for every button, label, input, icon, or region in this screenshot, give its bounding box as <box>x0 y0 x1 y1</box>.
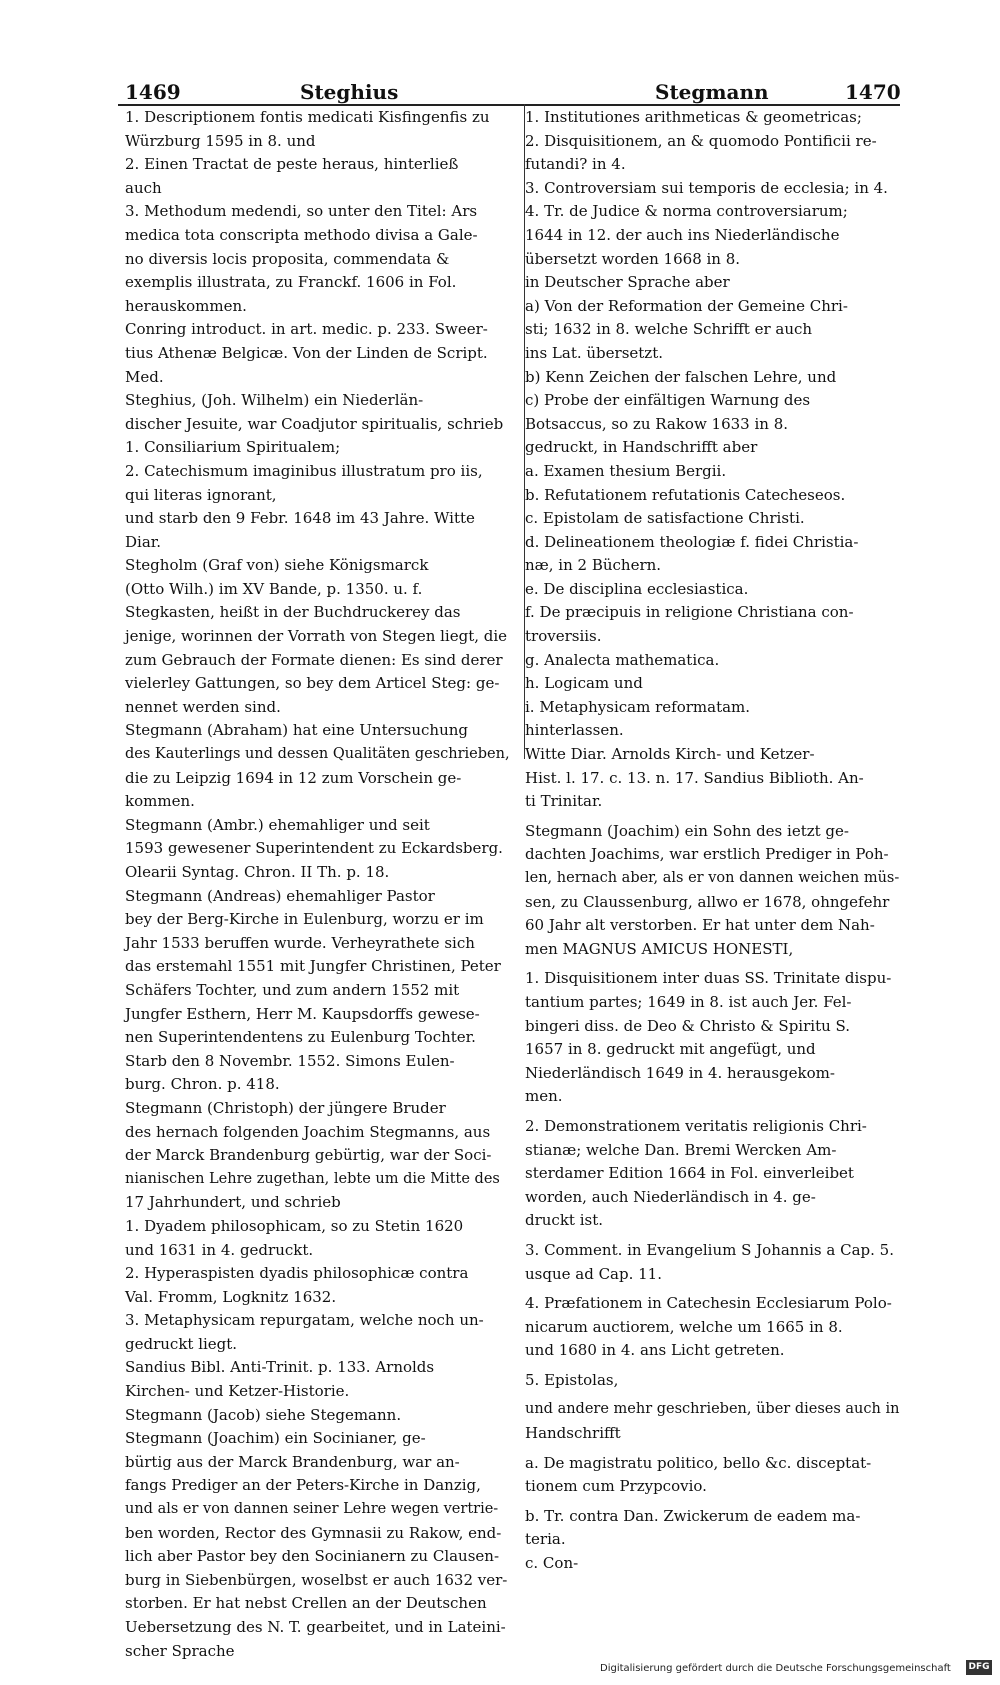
text-line: qui literas ignorant, <box>125 485 277 504</box>
text-line: c) Probe der einfältigen Warnung des <box>525 391 811 410</box>
text-line: des hernach folgenden Joachim Stegmanns, aus <box>125 1122 491 1141</box>
text-line: 4. Præfationem in Catechesin Ecclesiarum Polo- <box>525 1294 892 1313</box>
text-line: sti; 1632 in 8. welche Schrifft er auch <box>525 320 813 339</box>
text-line: Niederländisch 1649 in 4. herausgekom- <box>525 1063 835 1082</box>
text-line: tius Athenæ Belgicæ. Von der Linden de Script. <box>125 343 488 362</box>
text-line: tionem cum Przypcovio. <box>525 1477 707 1496</box>
text-line: und starb den 9 Febr. 1648 im 43 Jahre. Witte <box>125 509 475 528</box>
text-line: bingeri diss. de Deo & Christo & Spiritu S. <box>525 1016 851 1035</box>
text-line: Botsaccus, so zu Rakow 1633 in 8. <box>525 414 789 433</box>
text-line: nicarum auctiorem, welche um 1665 in 8. <box>525 1317 843 1336</box>
text-line: næ, in 2 Büchern. <box>525 556 662 575</box>
text-line: Hist. l. 17. c. 13. n. 17. Sandius Biblioth. An- <box>525 768 864 787</box>
text-line: nen Superintendentens zu Eulenburg Tochter. <box>125 1028 476 1047</box>
running-title-left: Steghius <box>300 80 399 104</box>
text-line: f. De præcipuis in religione Christiana con- <box>525 603 854 622</box>
text-line: no diversis locis proposita, commendata & <box>125 249 450 268</box>
text-line: 3. Metaphysicam repurgatam, welche noch un- <box>125 1311 484 1330</box>
text-line: hinterlassen. <box>525 721 624 740</box>
text-line: herauskommen. <box>125 296 247 315</box>
text-line: und andere mehr geschrieben, über dieses auch in <box>525 1401 900 1418</box>
text-line: gedruckt liegt. <box>125 1334 238 1353</box>
digitization-credit: Digitalisierung gefördert durch die Deutsche Forschungsgemeinschaft <box>600 1663 951 1674</box>
text-line: discher Jesuite, war Coadjutor spiritualis, schrieb <box>125 414 504 433</box>
text-line: 1593 gewesener Superintendent zu Eckardsberg. <box>125 839 503 858</box>
text-line: lich aber Pastor bey den Socinianern zu Clausen- <box>125 1547 500 1566</box>
text-line: storben. Er hat nebst Crellen an der Deutschen <box>125 1594 487 1613</box>
text-line: die zu Leipzig 1694 in 12 zum Vorschein ge- <box>125 768 462 787</box>
text-line: Schäfers Tochter, und zum andern 1552 mit <box>125 980 460 999</box>
text-line: 2. Disquisitionem, an & quomodo Pontificii re- <box>525 131 877 150</box>
text-line: Witte Diar. Arnolds Kirch- und Ketzer- <box>525 745 815 764</box>
text-line: Stegmann (Jacob) siehe Stegemann. <box>125 1405 402 1424</box>
text-line: ti Trinitar. <box>525 792 603 811</box>
page-number-right: 1470 <box>845 80 901 104</box>
text-line: 2. Demonstrationem veritatis religionis Chri- <box>525 1116 867 1135</box>
text-line: fangs Prediger an der Peters-Kirche in Danzig, <box>125 1476 481 1495</box>
text-line: in Deutscher Sprache aber <box>525 273 730 292</box>
text-line: kommen. <box>125 792 195 811</box>
text-line: dachten Joachims, war erstlich Prediger in Poh- <box>525 845 889 864</box>
page-number-left: 1469 <box>125 80 181 104</box>
text-line: 1. Dyadem philosophicam, so zu Stetin 1620 <box>125 1216 464 1235</box>
text-line: bey der Berg-Kirche in Eulenburg, worzu er im <box>125 910 484 929</box>
text-line: Olearii Syntag. Chron. II Th. p. 18. <box>125 863 390 881</box>
text-line: burg. Chron. p. 418. <box>125 1075 280 1094</box>
text-line: Stegmann (Joachim) ein Socinianer, ge- <box>125 1429 426 1448</box>
text-line: Med. <box>125 367 164 386</box>
text-line: Starb den 8 Novembr. 1552. Simons Eulen- <box>125 1051 455 1070</box>
running-title-right: Stegmann <box>655 80 769 104</box>
text-line: 1657 in 8. gedruckt mit angefügt, und <box>525 1040 816 1059</box>
text-line: Stegholm (Graf von) siehe Königsmarck <box>125 556 429 575</box>
text-line: 1644 in 12. der auch ins Niederländische <box>525 225 840 244</box>
text-line: ins Lat. übersetzt. <box>525 343 664 362</box>
text-line: Stegmann (Joachim) ein Sohn des ietzt ge- <box>525 821 849 840</box>
text-line: Jungfer Esthern, Herr M. Kaupsdorffs gewese- <box>125 1004 480 1023</box>
text-line: Stegmann (Christoph) der jüngere Bruder <box>125 1098 446 1117</box>
text-line: 2. Einen Tractat de peste heraus, hinterließ <box>125 155 459 174</box>
text-line: 17 Jahrhundert, und schrieb <box>125 1193 341 1212</box>
text-line: 1. Consiliarium Spiritualem; <box>125 438 341 457</box>
text-line: und 1680 in 4. ans Licht getreten. <box>525 1341 785 1360</box>
text-line: futandi? in 4. <box>525 155 626 174</box>
text-line: h. Logicam und <box>525 674 643 693</box>
text-line: Stegmann (Ambr.) ehemahliger und seit <box>125 815 430 834</box>
text-line: Jahr 1533 beruffen wurde. Verheyrathete sich <box>125 933 475 952</box>
text-line: exemplis illustrata, zu Franckf. 1606 in Fol. <box>125 273 457 292</box>
text-line: medica tota conscripta methodo divisa a Gale- <box>125 225 478 244</box>
text-line: Stegkasten, heißt in der Buchdruckerey das <box>125 603 461 622</box>
text-line: vielerley Gattungen, so bey dem Articel Steg: ge- <box>125 674 500 693</box>
text-line: burg in Siebenbürgen, woselbst er auch 1632 ver- <box>125 1570 508 1589</box>
text-line: usque ad Cap. 11. <box>525 1264 662 1283</box>
text-line: d. Delineationem theologiæ f. fidei Christia- <box>525 532 859 551</box>
text-line: 3. Methodum medendi, so unter den Titel: Ars <box>125 202 478 221</box>
text-line: Uebersetzung des N. T. gearbeitet, und in Lateini- <box>125 1618 506 1636</box>
text-line: Würzburg 1595 in 8. und <box>125 131 316 150</box>
text-line: c. Con- <box>525 1554 579 1573</box>
text-line: und als er von dannen seiner Lehre wegen vertrie- <box>125 1501 499 1518</box>
text-line: jenige, worinnen der Vorrath von Stegen liegt, die <box>125 627 508 646</box>
text-line: Sandius Bibl. Anti-Trinit. p. 133. Arnolds <box>125 1358 435 1377</box>
text-line: men MAGNUS AMICUS HONESTI, <box>525 939 794 958</box>
dfg-logo: DFG <box>966 1660 992 1675</box>
text-line: worden, auch Niederländisch in 4. ge- <box>525 1187 816 1206</box>
text-line: 1. Institutiones arithmeticas & geometricas; <box>525 108 862 126</box>
text-line: nianischen Lehre zugethan, lebte um die Mitte des <box>125 1170 500 1187</box>
text-line: scher Sprache <box>125 1641 235 1660</box>
text-line: druckt ist. <box>525 1211 604 1230</box>
text-line: stianæ; welche Dan. Bremi Wercken Am- <box>525 1140 837 1159</box>
text-line: troversiis. <box>525 627 602 646</box>
text-line: a) Von der Reformation der Gemeine Chri- <box>525 296 848 315</box>
text-line: Steghius, (Joh. Wilhelm) ein Niederlän- <box>125 391 424 410</box>
text-line: i. Metaphysicam reformatam. <box>525 697 751 716</box>
text-line: a. Examen thesium Bergii. <box>525 461 727 480</box>
text-line: len, hernach aber, als er von dannen weichen müs- <box>525 870 900 886</box>
text-line: 1. Descriptionem fontis medicati Kisfingenfis zu <box>125 108 490 126</box>
text-line: auch <box>125 178 162 197</box>
text-line: 60 Jahr alt verstorben. Er hat unter dem Nah- <box>525 916 875 935</box>
text-line: b) Kenn Zeichen der falschen Lehre, und <box>525 367 837 386</box>
text-line: Stegmann (Andreas) ehemahliger Pastor <box>125 886 435 905</box>
text-line: b. Refutationem refutationis Catecheseos. <box>525 485 846 504</box>
text-line: sterdamer Edition 1664 in Fol. einverleibet <box>525 1164 854 1183</box>
text-line: bürtig aus der Marck Brandenburg, war an- <box>125 1452 460 1471</box>
text-line: b. Tr. contra Dan. Zwickerum de eadem ma- <box>525 1506 861 1525</box>
text-line: 3. Controversiam sui temporis de ecclesia; in 4. <box>525 178 888 197</box>
right-column <box>525 106 900 1576</box>
text-line: ben worden, Rector des Gymnasii zu Rakow, end- <box>125 1523 502 1542</box>
text-line: g. Analecta mathematica. <box>525 650 720 669</box>
text-line: a. De magistratu politico, bello &c. disceptat- <box>525 1453 872 1472</box>
text-line: und 1631 in 4. gedruckt. <box>125 1240 314 1259</box>
text-line: das erstemahl 1551 mit Jungfer Christinen, Peter <box>125 957 501 976</box>
text-line: zum Gebrauch der Formate dienen: Es sind derer <box>125 650 503 669</box>
text-line: men. <box>525 1087 563 1106</box>
text-line: 2. Hyperaspisten dyadis philosophicæ contra <box>125 1264 469 1283</box>
text-line: des Kauterlings und dessen Qualitäten geschrieben, <box>125 746 510 763</box>
text-line: 3. Comment. in Evangelium S Johannis a Cap. 5. <box>525 1240 894 1259</box>
text-line: Val. Fromm, Logknitz 1632. <box>125 1287 337 1306</box>
text-line: c. Epistolam de satisfactione Christi. <box>525 509 805 528</box>
text-line: 5. Epistolas, <box>525 1370 619 1389</box>
text-line: 1. Disquisitionem inter duas SS. Trinitate dispu- <box>525 969 892 988</box>
text-line: Stegmann (Abraham) hat eine Untersuchung <box>125 721 468 740</box>
text-line: Handschrifft <box>525 1424 621 1443</box>
text-line: Kirchen- und Ketzer-Historie. <box>125 1382 350 1401</box>
text-line: gedruckt, in Handschrifft aber <box>525 438 758 457</box>
text-line: tantium partes; 1649 in 8. ist auch Jer. Fel- <box>525 992 852 1011</box>
text-line: nennet werden sind. <box>125 697 281 716</box>
text-line: Diar. <box>125 532 162 551</box>
text-line: 2. Catechismum imaginibus illustratum pro iis, <box>125 461 483 480</box>
text-line: e. De disciplina ecclesiastica. <box>525 579 749 598</box>
left-column <box>125 106 510 1663</box>
text-line: übersetzt worden 1668 in 8. <box>525 249 741 268</box>
text-line: Conring introduct. in art. medic. p. 233. Sweer- <box>125 320 488 339</box>
text-line: 4. Tr. de Judice & norma controversiarum; <box>525 202 848 221</box>
text-line: der Marck Brandenburg gebürtig, war der Soci- <box>125 1146 492 1165</box>
text-line: (Otto Wilh.) im XV Bande, p. 1350. u. f. <box>125 579 423 598</box>
text-line: sen, zu Claussenburg, allwo er 1678, ohngefehr <box>525 892 890 911</box>
text-line: teria. <box>525 1530 566 1549</box>
